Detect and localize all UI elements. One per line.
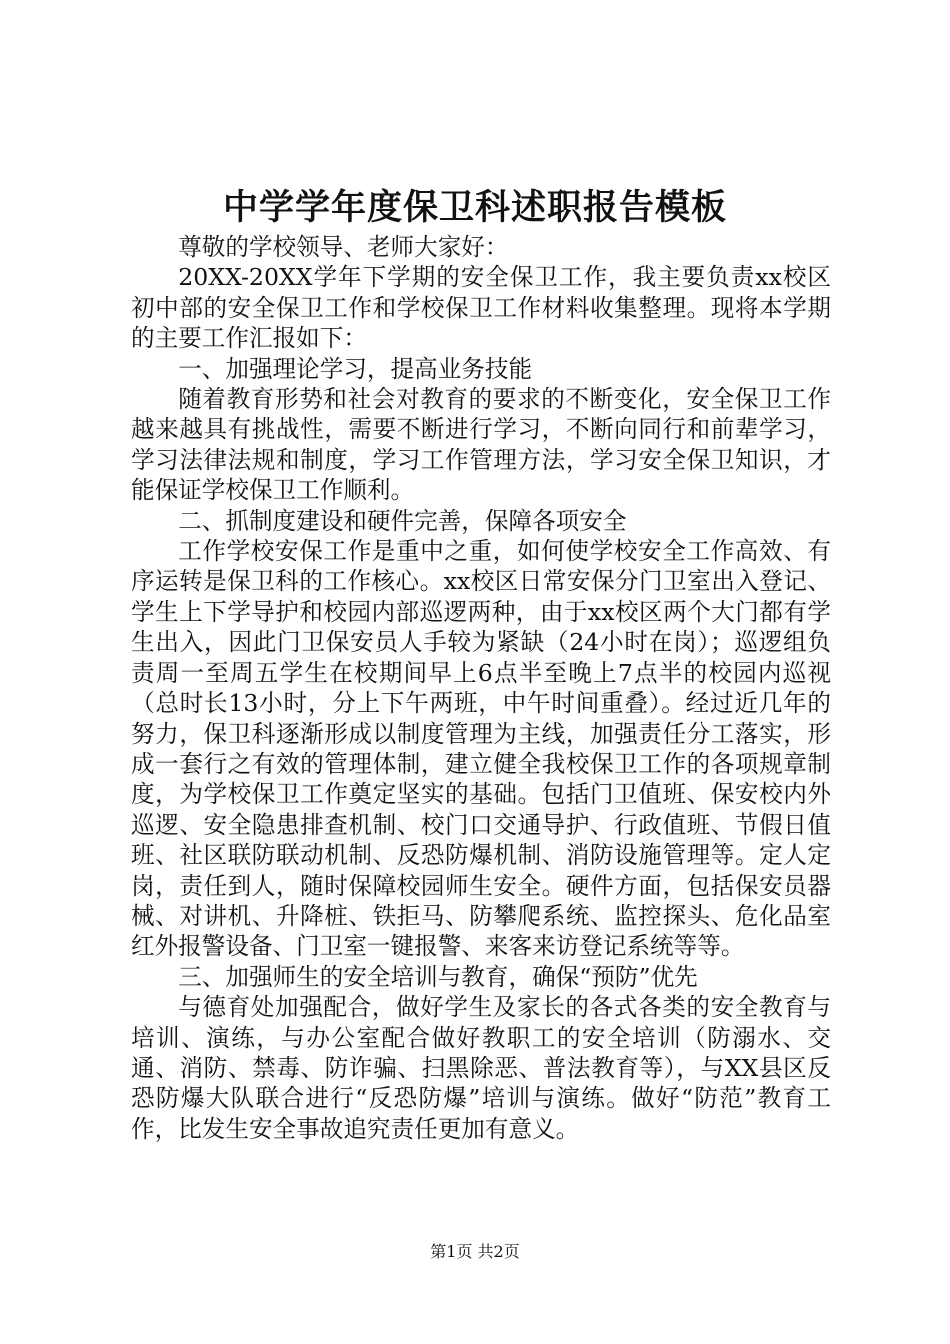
page-number-footer: 第1页 共2页 [430,1242,520,1261]
paragraph-section-1: 随着教育形势和社会对教育的要求的不断变化，安全保卫工作越来越具有挑战性，需要不断进行学习，不断向同行和前辈学习，学习法律法规和制度，学习工作管理方法，学习安全保卫知识，才能保证学校保卫工作顺利。 [131,385,831,505]
section-heading-1: 一、加强理论学习，提高业务技能 [178,354,533,383]
paragraph-section-3: 与德育处加强配合，做好学生及家长的各式各类的安全教育与培训、演练，与办公室配合做好教职工的安全培训（防溺水、交通、消防、禁毒、防诈骗、扫黑除恶、普法教育等），与XX县区反恐防爆大队联合进行“反恐防爆”培训与演练。做好“防范”教育工作，比发生安全事故追究责任更加有意义。 [131,993,831,1143]
paragraph-greeting: 尊敬的学校领导、老师大家好： [178,233,509,261]
document-title: 中学学年度保卫科述职报告模板 [222,187,727,228]
document-body [131,232,831,1144]
paragraph-intro: 20XX-20XX学年下学期的安全保卫工作，我主要负责xx校区初中部的安全保卫工作和学校保卫工作材料收集整理。现将本学期的主要工作汇报如下： [131,263,831,353]
paragraph-section-2: 工作学校安保工作是重中之重，如何使学校安全工作高效、有序运转是保卫科的工作核心。xx校区日常安保分门卫室出入登记、学生上下学导护和校园内部巡逻两种，由于xx校区两个大门都有学生出入，因此门卫保安员人手较为紧缺（24小时在岗）；巡逻组负责周一至周五学生在校期间早上6点半至晚上7点半的校园内巡视（总时长13小时，分上下午两班，中午时间重叠）。经过近几年的努力，保卫科逐渐形成以制度管理为主线，加强责任分工落实，形成一套行之有效的管理体制，建立健全我校保卫工作的各项规章制度，为学校保卫工作奠定坚实的基础。包括门卫值班、保安校内外巡逻、安全隐患排查机制、校门口交通导护、行政值班、节假日值班、社区联防联动机制、反恐防爆机制、消防设施管理等。定人定岗，责任到人，随时保障校园师生安全。硬件方面，包括保安员器械、对讲机、升降桩、铁拒马、防攀爬系统、监控探头、危化品室红外报警设备、门卫室一键报警、来客来访登记系统等等。 [131,537,831,961]
section-heading-2: 二、抓制度建设和硬件完善，保障各项安全 [178,506,627,535]
section-heading-3: 三、加强师生的安全培训与教育，确保“预防”优先 [178,962,698,991]
